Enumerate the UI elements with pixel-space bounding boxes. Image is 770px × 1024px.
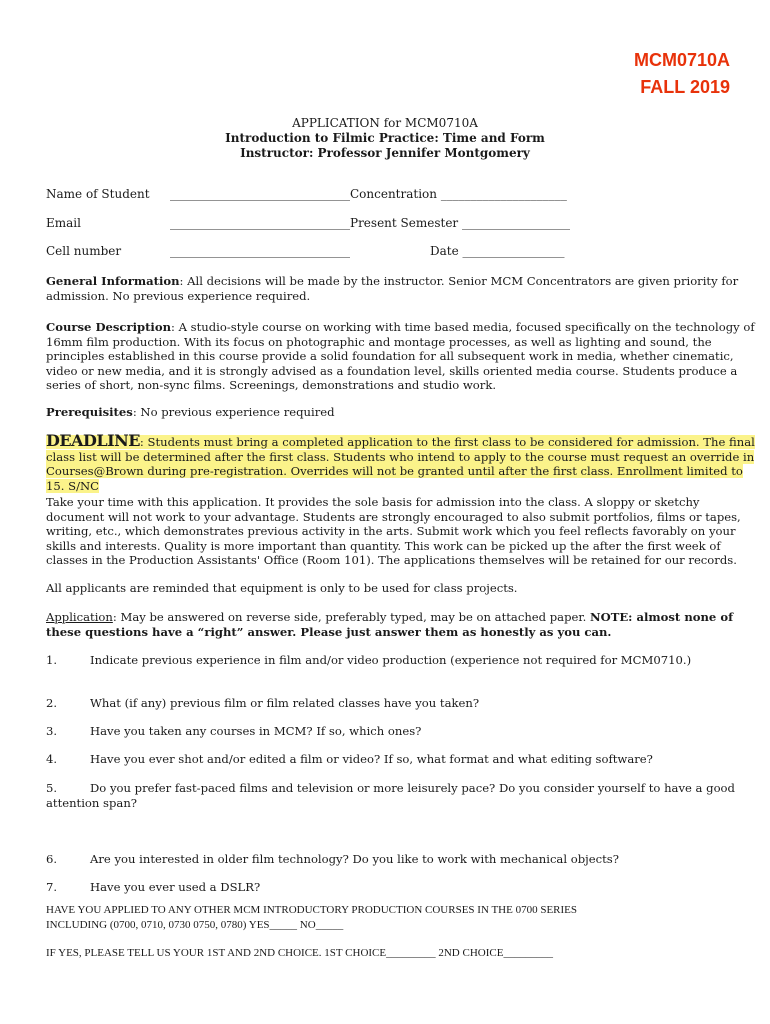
deadline-text: : Students must bring a completed application to the first class to be considered for admission. The final class list will be determined after the first class. Students who intend to apply to the course must request an override in Courses@Brown during pre-registration. Overrides will not be granted until after the first class. Enrollment limited to 15. S/NC xyxy=(46,435,755,493)
other-courses-yes-no[interactable]: INCLUDING (0700, 0710, 0730 0750, 0780) YES_____ NO_____ xyxy=(46,919,344,931)
question-number: 7. xyxy=(46,880,58,894)
application-label: Application xyxy=(46,610,113,624)
question-number: 2. xyxy=(46,696,58,710)
other-courses-question: HAVE YOU APPLIED TO ANY OTHER MCM INTRODUCTORY PRODUCTION COURSES IN THE 0700 SERIES xyxy=(46,904,578,916)
instructions-paragraph: Take your time with this application. It provides the sole basis for admission into the class. A sloppy or sketchy document will not work to your advantage. Students are strongly encouraged to also submit portfolios, films or tapes, writing, etc., which demonstrates previous activity in the arts. Submit work which you feel reflects favorably on your skills and interests. Quality is more important than quantity. This work can be picked up the after the first week of classes in the Production Assistants' Office (Room 101). The applications themselves will be retained for our records. xyxy=(46,495,741,568)
question-text: Have you taken any courses in MCM? If so, which ones? xyxy=(90,724,422,738)
cell-label: Cell number xyxy=(46,244,122,258)
question-text: Are you interested in older film technology? Do you like to work with mechanical objects? xyxy=(90,852,619,866)
application-paragraph xyxy=(46,610,758,639)
course-choice-line[interactable]: IF YES, PLEASE TELL US YOUR 1ST AND 2ND CHOICE. 1ST CHOICE_________ 2ND CHOICE_________ xyxy=(46,947,553,959)
question-number: 5. xyxy=(46,781,58,795)
application-text: : May be answered on reverse side, preferably typed, may be on attached paper. xyxy=(112,610,591,624)
question-number: 6. xyxy=(46,852,58,866)
prerequisites xyxy=(46,405,758,420)
name-label: Name of Student xyxy=(46,187,150,201)
title-line-1: APPLICATION for MCM0710A xyxy=(292,116,478,130)
title-block xyxy=(0,116,770,161)
application-note: NOTE: almost none of these questions have a “right” answer. Please just answer them as honestly as you can. xyxy=(46,610,734,639)
question-text: Do you prefer fast-paced films and television or more leisurely pace? Do you consider yourself to have a good xyxy=(90,781,735,795)
question-number: 1. xyxy=(46,653,58,667)
cell-field[interactable]: ______________________________ xyxy=(170,244,350,258)
course-description xyxy=(46,320,758,393)
general-information xyxy=(46,274,758,303)
course-label: Course Description xyxy=(46,320,171,334)
title-line-2: Introduction to Filmic Practice: Time and Form xyxy=(225,131,545,145)
title-line-3: Instructor: Professor Jennifer Montgomery xyxy=(240,146,530,160)
prereq-label: Prerequisites xyxy=(46,405,133,419)
question-text: Have you ever shot and/or edited a film or video? If so, what format and what editing software? xyxy=(90,752,653,766)
term: FALL 2019 xyxy=(640,77,730,97)
deadline-paragraph xyxy=(46,431,758,493)
email-label: Email xyxy=(46,216,81,230)
date-field[interactable]: Date _________________ xyxy=(430,244,565,258)
question-text: Have you ever used a DSLR? xyxy=(90,880,261,894)
equipment-paragraph: All applicants are reminded that equipment is only to be used for class projects. xyxy=(46,581,518,595)
course-text: : A studio-style course on working with time based media, focused specifically on the technology of 16mm film production. With its focus on photographic and montage processes, as well as lighting and sound, the principles established in this course provide a solid foundation for all subsequent work in media, whether cinematic, video or new media, and it is strongly advised as a foundation level, skills oriented media course. Students produce a series of short, non-sync films. Screenings, demonstrations and studio work. xyxy=(46,320,755,393)
question-text: Indicate previous experience in film and/or video production (experience not required for MCM0710.) xyxy=(90,653,692,667)
course-code: MCM0710A xyxy=(633,50,730,70)
general-text: : All decisions will be made by the instructor. Senior MCM Concentrators are given priority for admission. No previous experience required. xyxy=(46,274,739,303)
question-text: What (if any) previous film or film related classes have you taken? xyxy=(90,696,480,710)
prereq-text: : No previous experience required xyxy=(132,405,335,419)
name-field[interactable]: ______________________________Concentration _____________________ xyxy=(170,187,567,201)
question-text-continued: attention span? xyxy=(46,796,138,810)
question-number: 3. xyxy=(46,724,58,738)
general-label: General Information xyxy=(46,274,180,288)
deadline-label: DEADLINE xyxy=(46,431,140,450)
question-number: 4. xyxy=(46,752,58,766)
email-field[interactable]: ______________________________Present Semester __________________ xyxy=(170,216,570,230)
